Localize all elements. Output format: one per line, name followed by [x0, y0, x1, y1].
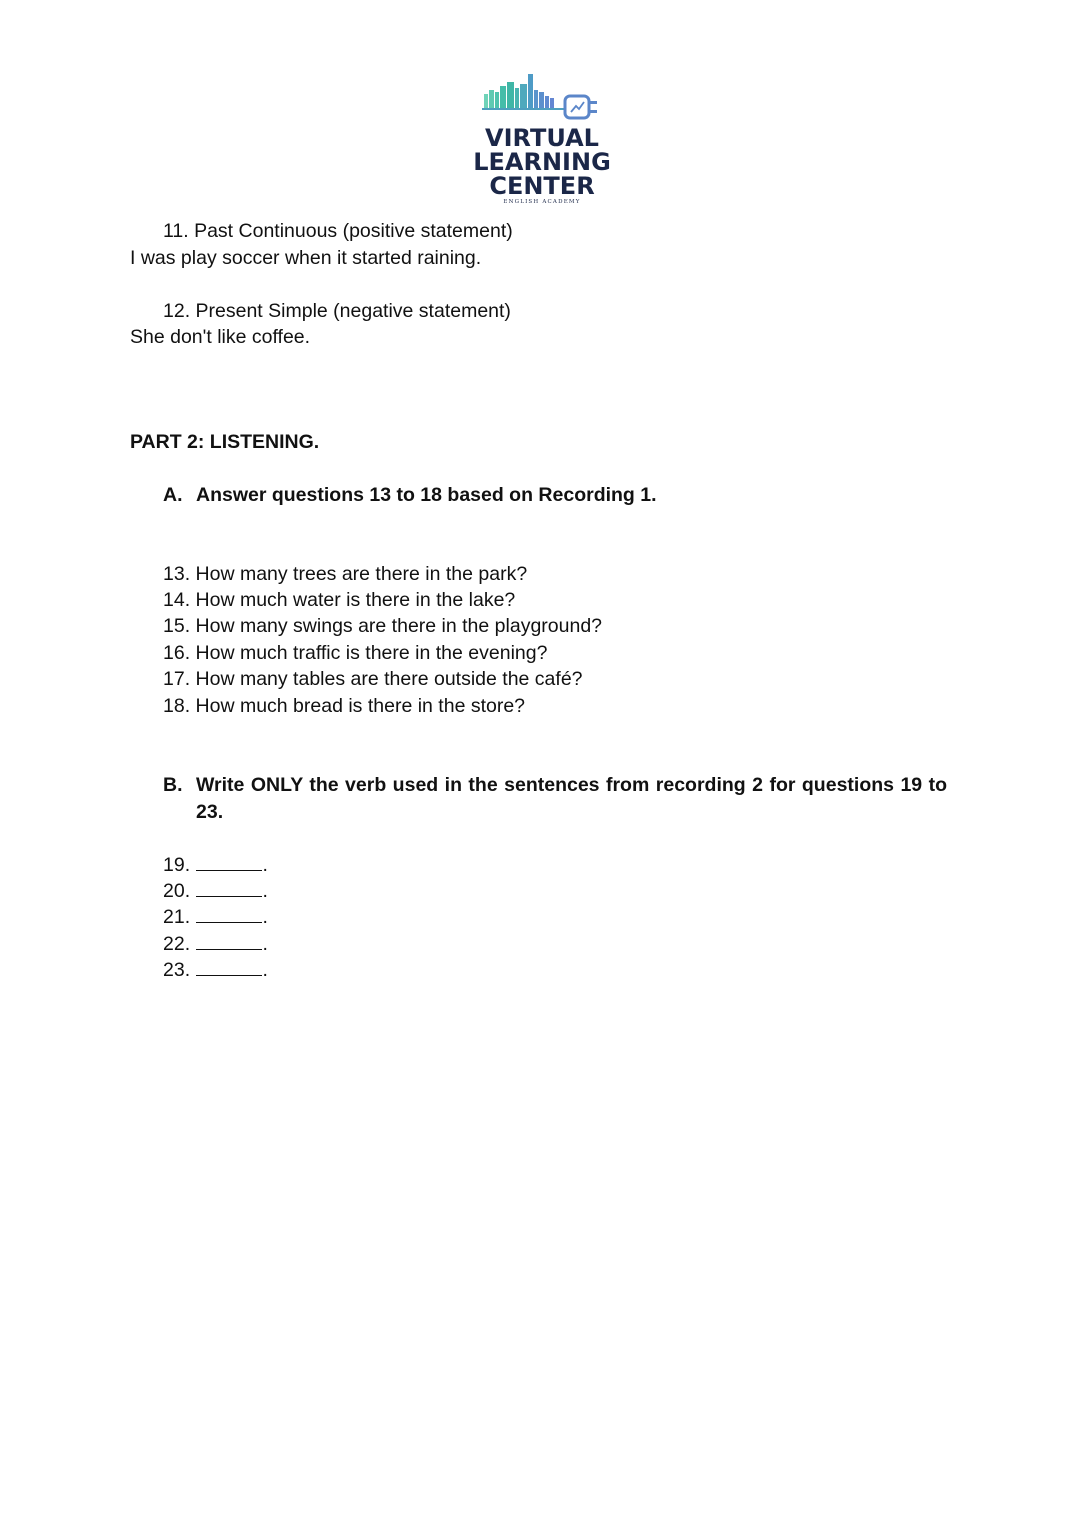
- list-item: [163, 852, 268, 877]
- question-text: How much bread is there in the store?: [195, 695, 526, 717]
- answer-number: 23.: [163, 959, 191, 981]
- list-item: [163, 667, 583, 691]
- logo-text-line-2: LEARNING: [473, 148, 611, 176]
- question-text: How many trees are there in the park?: [195, 563, 528, 585]
- logo-graphic: [462, 68, 622, 208]
- answer-blank[interactable]: [196, 957, 262, 976]
- section-b-marker: B.: [163, 774, 183, 796]
- answer-suffix: .: [262, 854, 268, 876]
- virtual-learning-center-logo: [462, 68, 622, 208]
- plug-icon: [565, 96, 597, 118]
- list-item: [163, 694, 525, 718]
- question-number: 16.: [163, 642, 191, 664]
- city-skyline-icon: [482, 74, 564, 110]
- answer-number: 22.: [163, 933, 191, 955]
- answer-blank[interactable]: [196, 852, 262, 871]
- list-item: [163, 957, 268, 982]
- question-text: How many swings are there in the playground?: [195, 615, 603, 637]
- list-item: [163, 904, 268, 929]
- answer-number: 19.: [163, 854, 191, 876]
- item-12-heading: 12. Present Simple (negative statement): [163, 300, 511, 322]
- list-item: [163, 931, 268, 956]
- logo-text-line-3: CENTER: [489, 172, 595, 200]
- question-number: 13.: [163, 563, 191, 585]
- logo-tagline: ENGLISH ACADEMY: [503, 199, 581, 205]
- answer-blank[interactable]: [196, 878, 262, 897]
- question-number: 18.: [163, 695, 191, 717]
- answer-suffix: .: [262, 933, 268, 955]
- answer-blank[interactable]: [196, 904, 262, 923]
- section-a-instruction-text: Answer questions 13 to 18 based on Recording 1.: [196, 484, 657, 506]
- answer-number: 21.: [163, 906, 191, 928]
- item-11-heading: 11. Past Continuous (positive statement): [163, 220, 513, 242]
- question-text: How much water is there in the lake?: [195, 589, 516, 611]
- list-item: [163, 614, 602, 638]
- answer-number: 20.: [163, 880, 191, 902]
- question-number: 17.: [163, 668, 191, 690]
- item-12-sentence: She don't like coffee.: [130, 326, 311, 348]
- answer-suffix: .: [262, 880, 268, 902]
- answer-suffix: .: [262, 959, 268, 981]
- logo-text-line-1: VIRTUAL: [485, 124, 599, 152]
- answer-suffix: .: [262, 906, 268, 928]
- list-item: [163, 588, 515, 612]
- question-number: 14.: [163, 589, 191, 611]
- list-item: [163, 641, 547, 665]
- section-b-instruction-text: Write ONLY the verb used in the sentences from recording 2 for questions 19 to 23.: [196, 774, 947, 823]
- section-b-instruction: [163, 772, 947, 825]
- question-number: 15.: [163, 615, 191, 637]
- answer-blank[interactable]: [196, 931, 262, 950]
- part-2-title: PART 2: LISTENING.: [130, 431, 320, 453]
- list-item: [163, 562, 527, 586]
- question-text: How many tables are there outside the café?: [195, 668, 583, 690]
- item-11-sentence: I was play soccer when it started raining.: [130, 247, 482, 269]
- section-a-instruction: [163, 483, 657, 507]
- list-item: [163, 878, 268, 903]
- question-text: How much traffic is there in the evening?: [195, 642, 548, 664]
- section-a-marker: A.: [163, 484, 183, 506]
